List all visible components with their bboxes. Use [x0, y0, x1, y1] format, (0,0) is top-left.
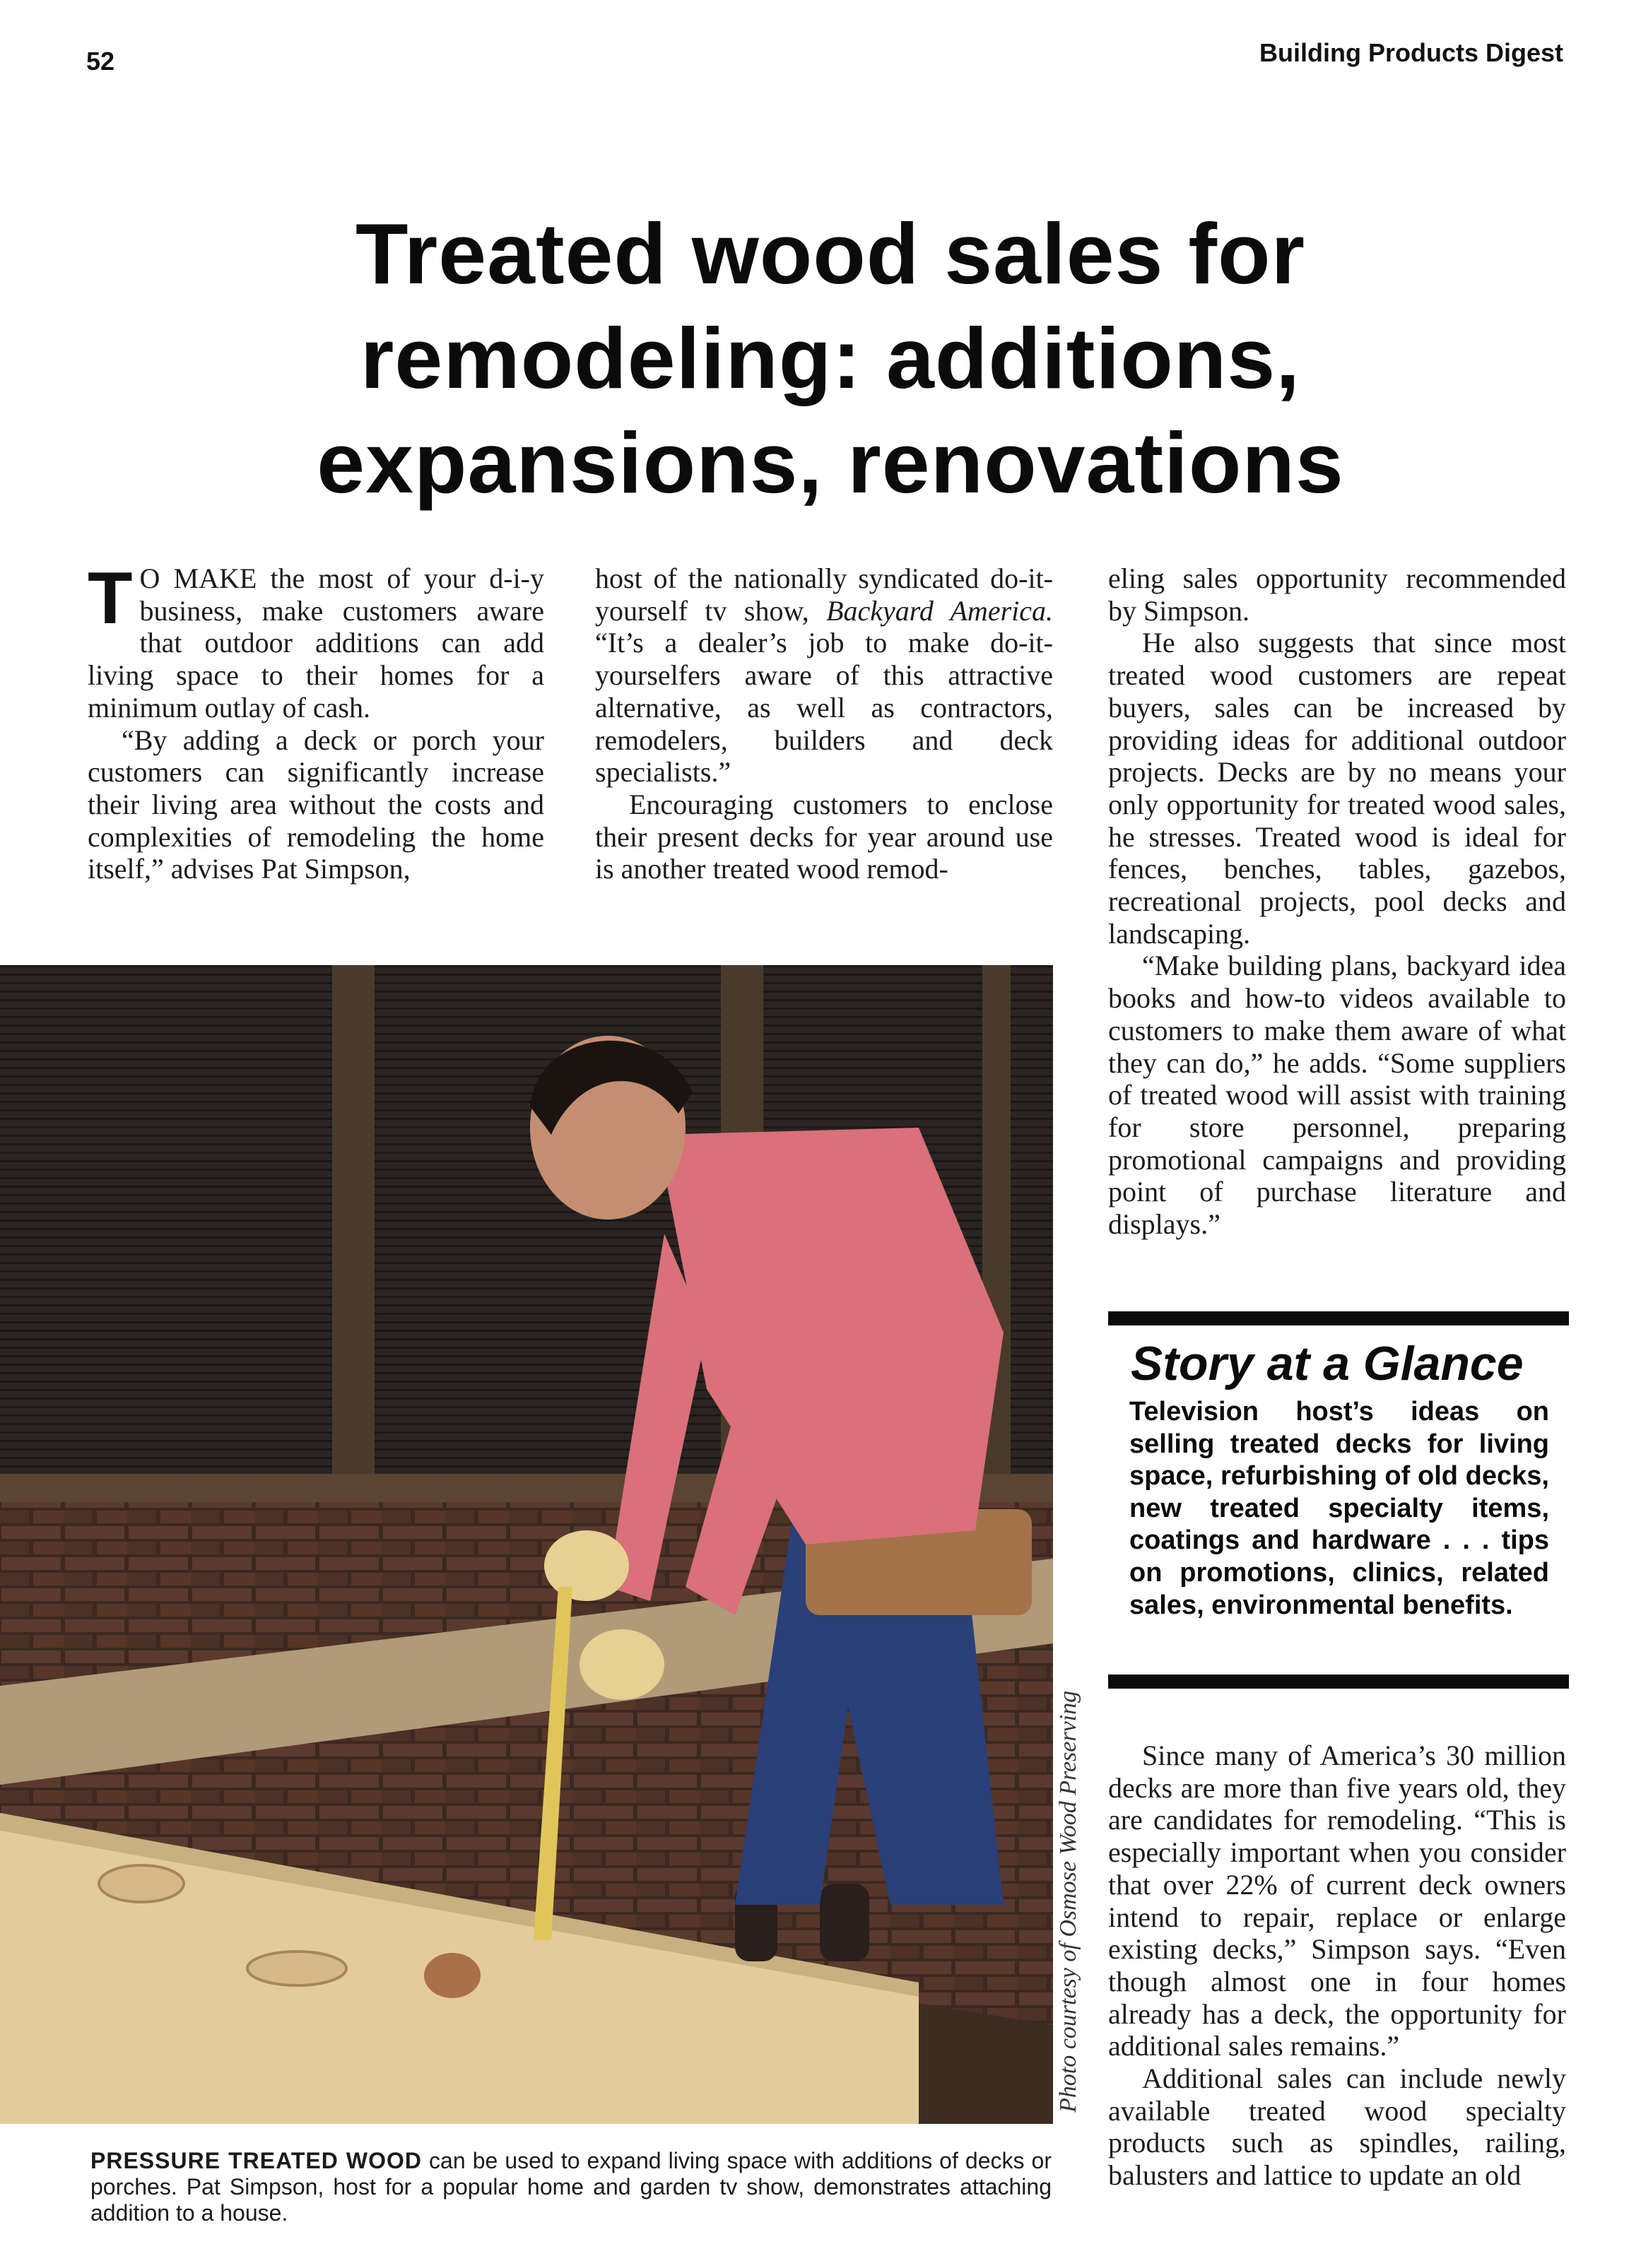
- sidebar-rule-top: [1108, 1311, 1569, 1325]
- article-paragraph: [595, 562, 1053, 789]
- article-paragraph: Since many of America’s 30 million decks are more than five years old, they are candidates for remodeling. “This is especially important when you consider that over 22% of current deck owners intend to repair, replace or enlarge existing decks,” Simpson says. “Even though almost one in four homes already has a deck, the opportunity for additional sales remains.”: [1108, 1740, 1566, 2062]
- sidebar-rule-bottom: [1108, 1675, 1569, 1689]
- article-column-3-bottom: [1108, 1740, 1566, 2192]
- photo-caption: [90, 2148, 1052, 2226]
- photo-credit: Photo courtesy of Osmose Wood Preserving: [1055, 1690, 1081, 2113]
- caption-text: can be used to expand living space with additions of decks or porches. Pat Simpson, host for a popular home and garden tv show, demonstrates attaching addition to a house.: [90, 2148, 1052, 2226]
- article-photo: [0, 965, 1053, 2124]
- paragraph-text: host of the nationally syndicated do-it-yourself tv show,: [595, 562, 1053, 627]
- article-paragraph: He also suggests that since most treated wood customers are repeat buyers, sales can be increased by providing ideas for additional outdoor projects. Decks are by no means your only opportunity for treated wood sales, he stresses. Treated wood is ideal for fences, benches, tables, gazebos, recreational projects, pool decks and landscaping.: [1108, 627, 1566, 950]
- article-paragraph: [88, 557, 544, 724]
- headline-line-3: expansions, renovations: [317, 415, 1344, 511]
- show-title: Backyard America.: [826, 594, 1054, 627]
- article-paragraph: Additional sales can include newly available treated wood specialty products such as spindles, railing, balusters and lattice to update an old: [1108, 2062, 1566, 2192]
- headline-line-2: remodeling: additions,: [360, 310, 1301, 406]
- headline: [113, 201, 1548, 515]
- drop-cap: T: [88, 557, 133, 639]
- article-column-3-top: [1108, 562, 1566, 1241]
- paragraph-text: “It’s a dealer’s job to make do-it-yourselfers aware of this attractive alternative, as well as contractors, remodelers, builders and deck specialists.”: [595, 627, 1053, 789]
- lead-paragraph-text: O MAKE the most of your d-i-y business, make customers aware that outdoor additions can add living space to their homes for a minimum outlay of cash.: [88, 562, 544, 723]
- article-paragraph: Encouraging customers to enclose their present decks for year around use is another treated wood remod-: [595, 788, 1053, 885]
- sidebar-title: Story at a Glance: [1131, 1337, 1524, 1390]
- article-column-1: [88, 557, 544, 885]
- headline-line-1: Treated wood sales for: [355, 206, 1306, 302]
- photo-illustration: [0, 965, 1053, 2124]
- running-head: Building Products Digest: [1259, 38, 1563, 67]
- sidebar-body: Television host’s ideas on selling treated decks for living space, refurbishing of old decks, new treated specialty items, coatings and hardware . . . tips on promotions, clinics, related sales, environmental benefits.: [1129, 1397, 1549, 1620]
- article-column-2: [595, 562, 1053, 885]
- article-paragraph: eling sales opportunity recommended by Simpson.: [1108, 562, 1566, 627]
- page-number: 52: [86, 47, 115, 76]
- caption-lead: PRESSURE TREATED WOOD: [90, 2148, 422, 2173]
- article-paragraph: “Make building plans, backyard idea books and how-to videos available to customers to make them aware of what they can do,” he adds. “Some suppliers of treated wood will assist with training for store personnel, preparing promotional campaigns and providing point of purchase literature and displays.”: [1108, 950, 1566, 1241]
- article-paragraph: “By adding a deck or porch your customers can significantly increase their living area without the costs and complexities of remodeling the home itself,” advises Pat Simpson,: [88, 723, 544, 885]
